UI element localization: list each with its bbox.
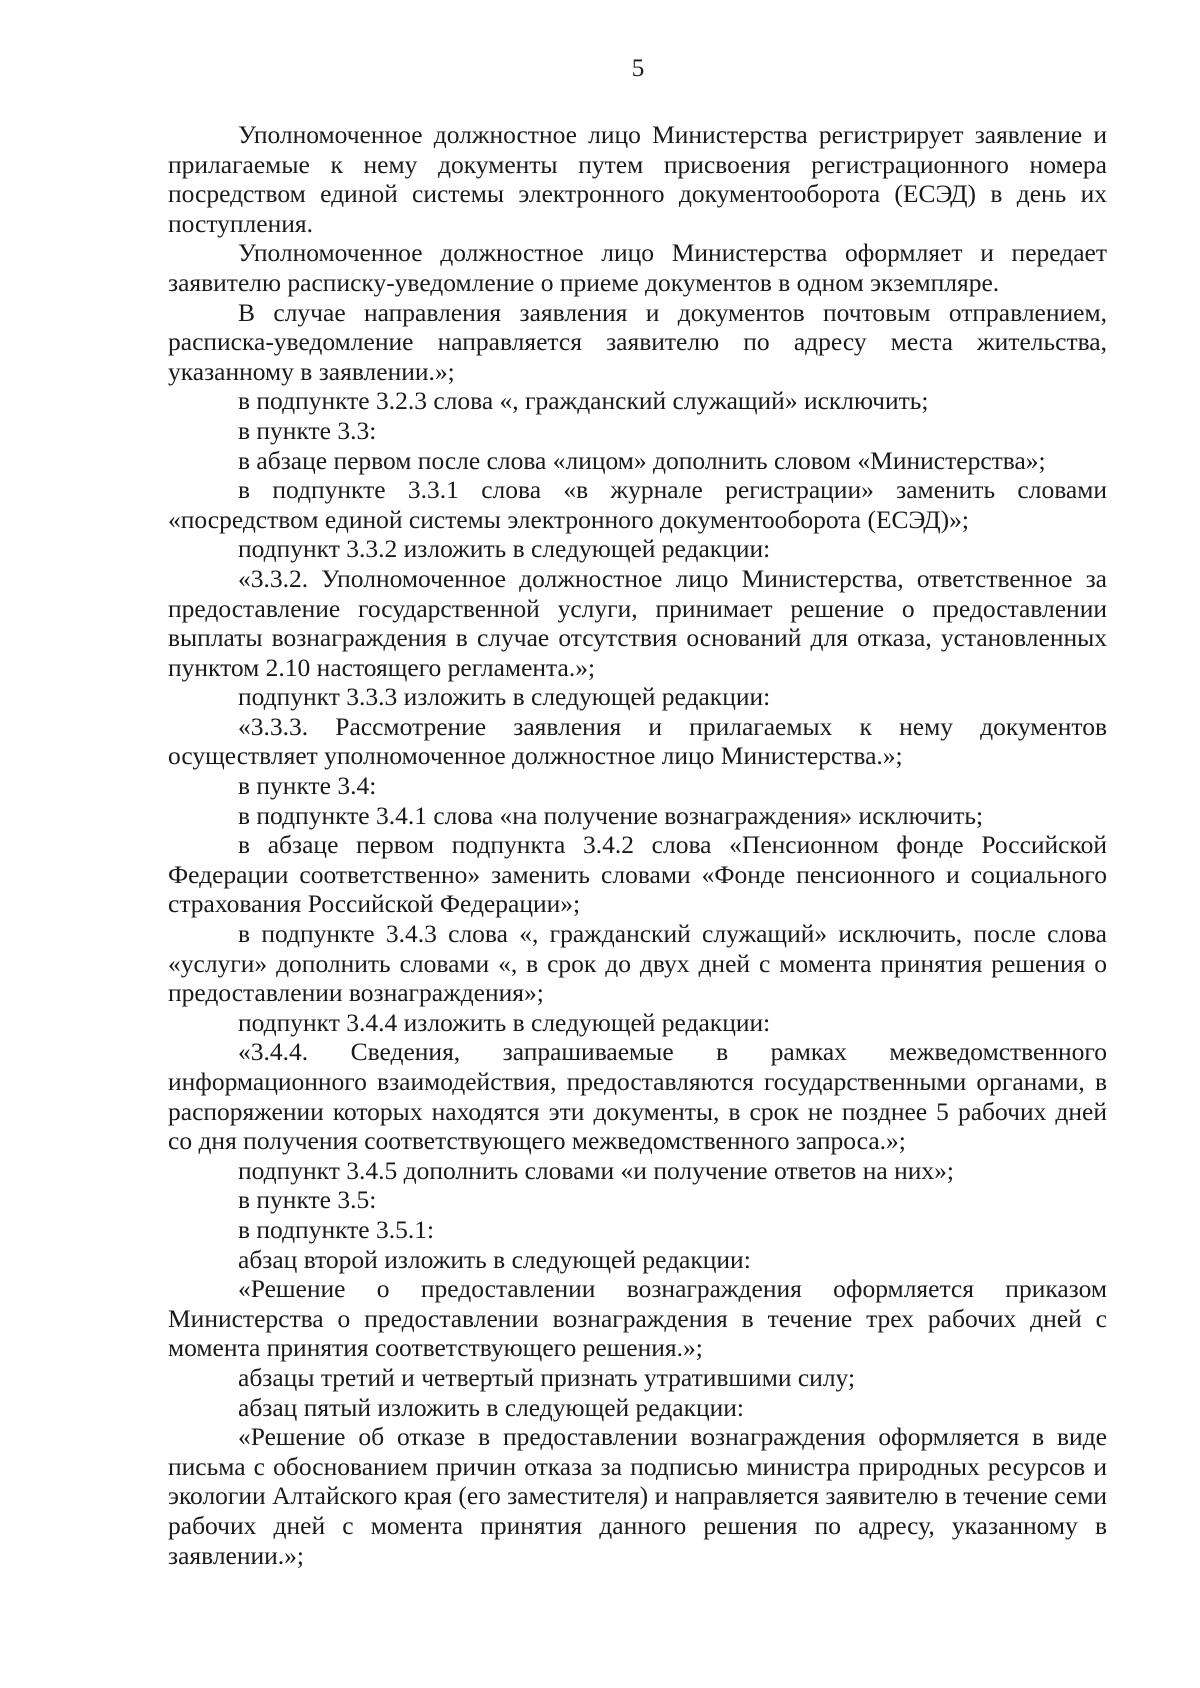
paragraph: в абзаце первом после слова «лицом» дополнить словом «Министерства»; bbox=[238, 445, 1046, 475]
paragraph: в подпункте 3.5.1: bbox=[238, 1214, 435, 1244]
paragraph: в пункте 3.5: bbox=[238, 1185, 377, 1215]
paragraph: в пункте 3.4: bbox=[238, 771, 377, 801]
paragraph: в подпункте 3.3.1 слова «в журнале регистрации» заменить словами «посредством единой системы электронного документооборота (ЕСЭД)»; bbox=[168, 475, 1107, 534]
paragraph: абзац второй изложить в следующей редакции: bbox=[238, 1244, 751, 1274]
paragraph: в подпункте 3.2.3 слова «, гражданский служащий» исключить; bbox=[238, 386, 929, 416]
paragraph: абзацы третий и четвертый признать утратившими силу; bbox=[238, 1362, 856, 1392]
paragraph: «Решение об отказе в предоставлении вознаграждения оформляется в виде письма с обоснованием причин отказа за подписью министра природных ресурсов и экологии Алтайского края (его заместителя) и направляется заявителю в течение семи рабочих дней с момента принятия данного решения по адресу, указанному в заявлении.»; bbox=[168, 1422, 1107, 1570]
paragraph: подпункт 3.4.4 изложить в следующей редакции: bbox=[238, 1007, 771, 1037]
paragraph: В случае направления заявления и документов почтовым отправлением, расписка-уведомление направляется заявителю по адресу места жительства, указанному в заявлении.»; bbox=[168, 297, 1107, 386]
paragraph: подпункт 3.3.3 изложить в следующей редакции: bbox=[238, 682, 771, 712]
paragraph: Уполномоченное должностное лицо Министерства оформляет и передает заявителю расписку-уведомление о приеме документов в одном экземпляре. bbox=[168, 238, 1107, 297]
paragraph: в абзаце первом подпункта 3.4.2 слова «Пенсионном фонде Российской Федерации соответственно» заменить словами «Фонде пенсионного и социального страхования Российской Федерации»; bbox=[168, 830, 1107, 919]
document-body bbox=[168, 120, 1107, 1570]
paragraph: «3.4.4. Сведения, запрашиваемые в рамках межведомственного информационного взаимодействия, предоставляются государственными органами, в распоряжении которых находятся эти документы, в срок не позднее 5 рабочих дней со дня получения соответствующего межведомственного запроса.»; bbox=[168, 1037, 1107, 1156]
paragraph: в подпункте 3.4.1 слова «на получение вознаграждения» исключить; bbox=[238, 800, 984, 830]
paragraph: в подпункте 3.4.3 слова «, гражданский служащий» исключить, после слова «услуги» дополнить словами «, в срок до двух дней с момента принятия решения о предоставлении вознаграждения»; bbox=[168, 919, 1107, 1008]
paragraph: «Решение о предоставлении вознаграждения оформляется приказом Министерства о предоставлении вознаграждения в течение трех рабочих дней с момента принятия соответствующего решения.»; bbox=[168, 1274, 1107, 1363]
paragraph: подпункт 3.4.5 дополнить словами «и получение ответов на них»; bbox=[238, 1155, 954, 1185]
paragraph: подпункт 3.3.2 изложить в следующей редакции: bbox=[238, 534, 771, 564]
page-number: 5 bbox=[631, 55, 645, 82]
paragraph: «3.3.2. Уполномоченное должностное лицо Министерства, ответственное за предоставление государственной услуги, принимает решение о предоставлении выплаты вознаграждения в случае отсутствия оснований для отказа, установленных пунктом 2.10 настоящего регламента.»; bbox=[168, 563, 1107, 682]
paragraph: абзац пятый изложить в следующей редакции: bbox=[238, 1392, 744, 1422]
paragraph: «3.3.3. Рассмотрение заявления и прилагаемых к нему документов осуществляет уполномоченное должностное лицо Министерства.»; bbox=[168, 711, 1107, 771]
paragraph: Уполномоченное должностное лицо Министерства регистрирует заявление и прилагаемые к нему документы путем присвоения регистрационного номера посредством единой системы электронного документооборота (ЕСЭД) в день их поступления. bbox=[168, 120, 1107, 238]
paragraph: в пункте 3.3: bbox=[238, 415, 377, 445]
